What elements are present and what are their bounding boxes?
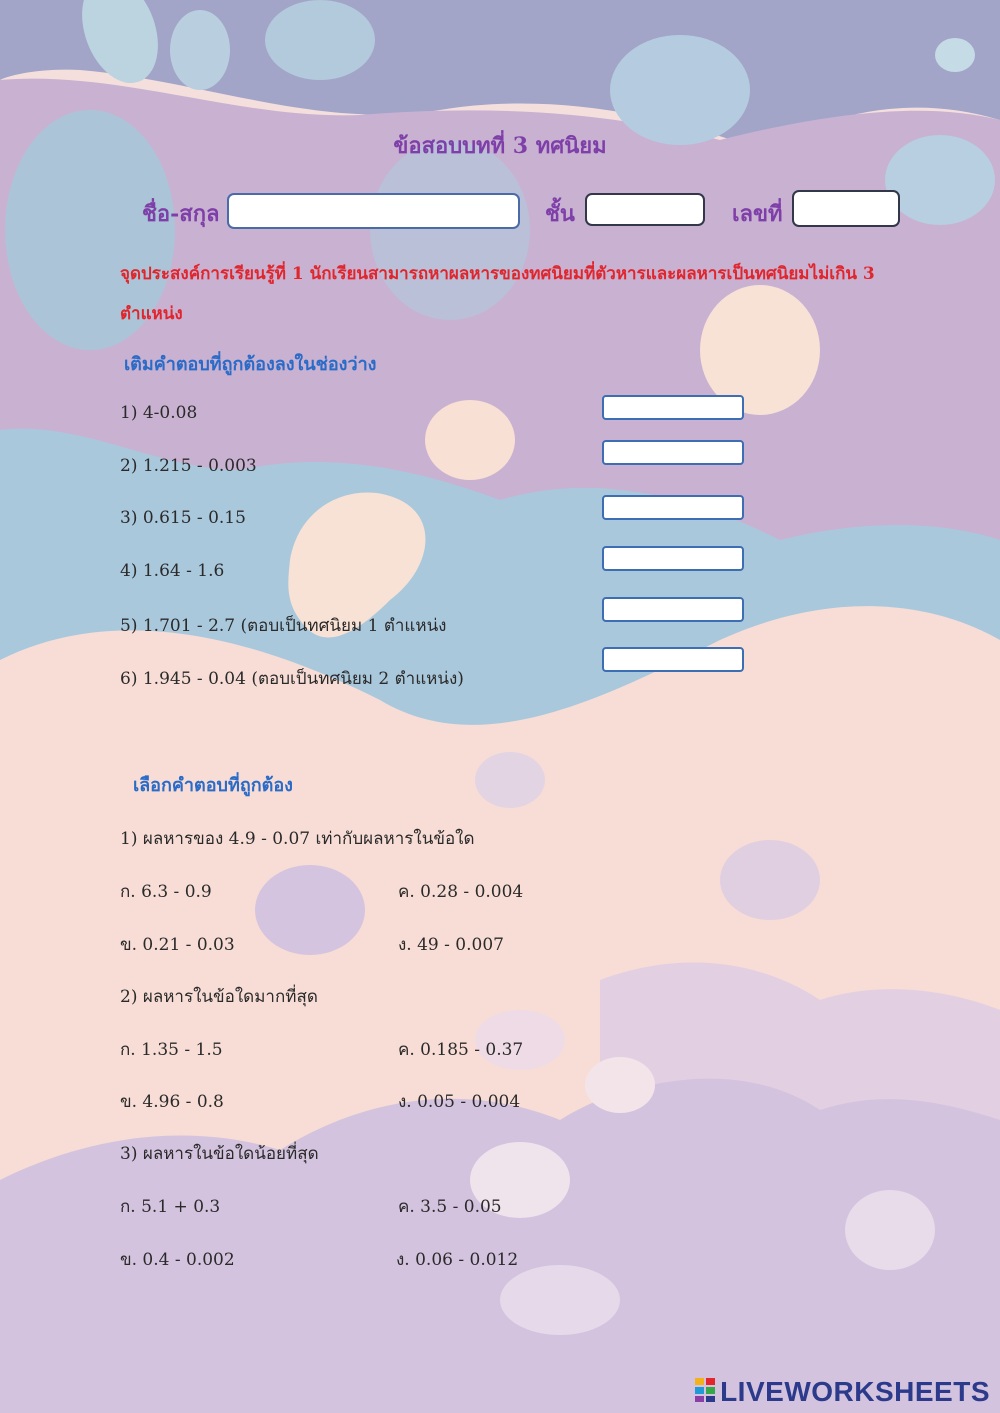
class-field[interactable] — [585, 193, 705, 226]
answer-field-5[interactable] — [602, 597, 744, 622]
choice-option[interactable]: ค. 0.185 - 0.37 — [398, 1040, 524, 1060]
fill-question-3: 3) 0.615 - 0.15 — [120, 508, 246, 528]
learning-objective: จุดประสงค์การเรียนรู้ที่ 1 นักเรียนสามารถหาผลหารของทศนิยมที่ตัวหารและผลหารเป็นทศนิยมไม่เกิน 3 ตำแหน่ง — [120, 264, 875, 324]
choice-option[interactable]: ค. 0.28 - 0.004 — [398, 882, 524, 902]
choice-option[interactable]: ข. 0.4 - 0.002 — [120, 1250, 235, 1270]
choice-option[interactable]: ข. 0.21 - 0.03 — [120, 935, 235, 955]
fill-question-2: 2) 1.215 - 0.003 — [120, 456, 257, 476]
choice-option[interactable]: ก. 1.35 - 1.5 — [120, 1040, 223, 1060]
choice-option[interactable]: ง. 0.06 - 0.012 — [396, 1250, 519, 1270]
name-label: ชื่อ-สกุล — [142, 201, 220, 227]
fill-section-heading: เติมคำตอบที่ถูกต้องลงในช่องว่าง — [124, 354, 377, 375]
choice-option[interactable]: ค. 3.5 - 0.05 — [398, 1197, 502, 1217]
fill-question-1: 1) 4-0.08 — [120, 403, 198, 423]
number-field[interactable] — [792, 190, 900, 227]
choice-option[interactable]: ง. 0.05 - 0.004 — [398, 1092, 521, 1112]
fill-question-4: 4) 1.64 - 1.6 — [120, 561, 225, 581]
fill-question-6: 6) 1.945 - 0.04 (ตอบเป็นทศนิยม 2 ตำแหน่ง) — [120, 669, 464, 689]
answer-field-4[interactable] — [602, 546, 744, 571]
choice-option[interactable]: ก. 5.1 + 0.3 — [120, 1197, 221, 1217]
name-field[interactable] — [227, 193, 520, 229]
page-title: ข้อสอบบทที่ 3 ทศนิยม — [393, 133, 607, 159]
answer-field-3[interactable] — [602, 495, 744, 520]
number-label: เลขที่ — [732, 201, 783, 227]
answer-field-2[interactable] — [602, 440, 744, 465]
choice-option[interactable]: ก. 6.3 - 0.9 — [120, 882, 212, 902]
choice-question-1: 1) ผลหารของ 4.9 - 0.07 เท่ากับผลหารในข้อใด — [120, 829, 475, 849]
class-label: ชั้น — [545, 201, 575, 227]
choice-section-heading: เลือกคำตอบที่ถูกต้อง — [133, 775, 293, 796]
answer-field-1[interactable] — [602, 395, 744, 420]
choice-question-2: 2) ผลหารในข้อใดมากที่สุด — [120, 987, 318, 1007]
liveworksheets-logo-icon — [694, 1377, 716, 1407]
choice-option[interactable]: ง. 49 - 0.007 — [398, 935, 504, 955]
fill-question-5: 5) 1.701 - 2.7 (ตอบเป็นทศนิยม 1 ตำแหน่ง — [120, 616, 447, 636]
choice-option[interactable]: ข. 4.96 - 0.8 — [120, 1092, 224, 1112]
liveworksheets-logo-text: LIVEWORKSHEETS — [720, 1376, 990, 1407]
answer-field-6[interactable] — [602, 647, 744, 672]
liveworksheets-logo — [694, 1376, 990, 1408]
choice-question-3: 3) ผลหารในข้อใดน้อยที่สุด — [120, 1144, 319, 1164]
